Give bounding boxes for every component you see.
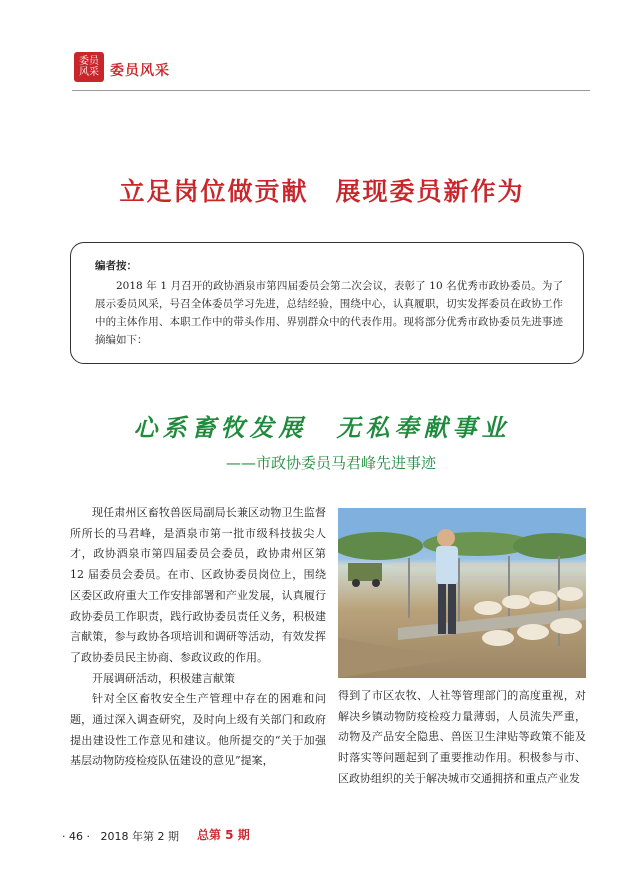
article-byline: ——市政协委员马君峰先进事迹 (226, 454, 437, 472)
editor-note-label: 编者按： (95, 260, 137, 272)
masthead-logo-text: 委员 风采 (79, 56, 99, 78)
photo-illustration (338, 508, 586, 678)
section-name: 委员风采 (110, 63, 170, 79)
page-footer: · 46 · 2018 年第 2 期 (62, 830, 179, 843)
footer-issue-total: 总第 5 期 (197, 828, 250, 842)
article-photo (338, 508, 586, 678)
article-section-heading: 开展调研活动，积极建言献策 (92, 671, 235, 685)
article-paragraph: 针对全区畜牧安全生产管理中存在的困难和问题，通过深入调查研究，及时向上级有关部门和政府提出建设性工作意见和建议。他所提交的“关于加强基层动物防疫检疫队伍建设的意见”提案， (70, 692, 326, 768)
article-paragraph: 现任肃州区畜牧兽医局副局长兼区动物卫生监督所所长的马君峰，是酒泉市第一批市级科技拔尖人才，政协酒泉市第四届委员会委员，政协肃州区第 12 届委员会委员。在市、区政协委员岗位上，围绕区委区政府重大工作安排部署和产业发展，认真履行政协委员工作职责，践行政协委员责任义务，积极建言献策，参与政协各项培训和调研等活动，有效发挥了政协委员民主协商、参政议政的作用。 (70, 506, 326, 664)
editor-note-box (70, 242, 584, 364)
article-title: 心系畜牧发展 无私奉献事业 (133, 413, 511, 442)
article-paragraph: 得到了市区农牧、人社等管理部门的高度重视，对解决乡镇动物防疫检疫力量薄弱，人员流失严重，动物及产品安全隐患、兽医卫生津贴等政策不能及时落实等问题起到了重要推动作用。积极参与市、区政协组织的关于解决城市交通拥挤和重点产业发 (338, 689, 586, 785)
main-title: 立足岗位做贡献 展现委员新作为 (119, 177, 525, 206)
article-column-left (70, 503, 326, 772)
masthead-logo (74, 52, 104, 82)
article-column-right (338, 686, 586, 790)
header-divider (72, 90, 590, 91)
editor-note-body: 2018 年 1 月召开的政协酒泉市第四届委员会第二次会议，表彰了 10 名优秀市政协委员。为了展示委员风采，号召全体委员学习先进，总结经验，围绕中心，认真履职，切实发挥委员在政协工作中的主体作用、本职工作中的带头作用、界别群众中的代表作用。现将部分优秀市政协委员先进事迹摘编如下： (95, 280, 563, 346)
